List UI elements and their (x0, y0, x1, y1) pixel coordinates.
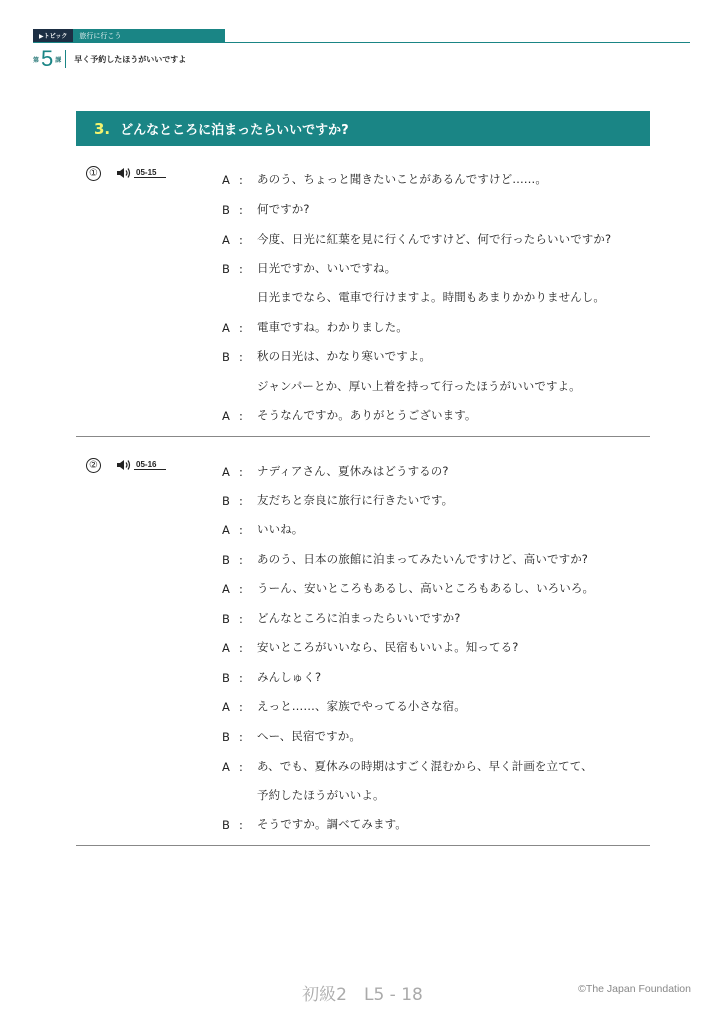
track-code: 05-16 (134, 460, 166, 470)
utterance: 友だちと奈良に旅行に行きたいです。 (257, 493, 454, 507)
section-banner (76, 111, 650, 146)
dialogue-line (222, 188, 310, 217)
speaker-label: A (222, 321, 230, 335)
utterance: 日光までなら、電車で行けますよ。時間もあまりかかりませんし。 (257, 290, 605, 304)
topic-bar (33, 29, 225, 42)
page-number: 初級2 L5 - 18 (302, 985, 423, 1005)
colon: : (239, 173, 243, 187)
utterance: あのう、日本の旅館に泊まってみたいんですけど、高いですか? (257, 552, 589, 566)
utterance: 安いところがいいなら、民宿もいいよ。知ってる? (257, 640, 519, 654)
section-number: 3. (94, 119, 111, 138)
speaker-label: A (222, 700, 230, 714)
speaker-icon (116, 167, 132, 179)
utterance: 予約したほうがいいよ。 (257, 788, 385, 802)
speaker-label: B (222, 494, 230, 508)
audio-button[interactable] (116, 459, 166, 471)
dialogue-line (222, 745, 593, 774)
speaker-label: B (222, 203, 230, 217)
dialogue-line (222, 218, 611, 247)
colon: : (239, 262, 243, 276)
colon: : (239, 465, 243, 479)
utterance: うーん、安いところもあるし、高いところもあるし、いろいろ。 (257, 581, 595, 595)
colon: : (239, 671, 243, 685)
dialogue-line (222, 626, 518, 655)
dialogue-line (222, 306, 408, 335)
dialogue-line (222, 450, 449, 479)
utterance: そうですか。調べてみます。 (257, 817, 407, 831)
colon: : (239, 700, 243, 714)
dialogue-line (222, 335, 431, 364)
utterance: みんしゅく? (257, 670, 322, 684)
colon: : (239, 818, 243, 832)
page-header (33, 29, 690, 89)
speaker-label: A (222, 760, 230, 774)
colon: : (239, 641, 243, 655)
speaker-label: A (222, 409, 230, 423)
colon: : (239, 553, 243, 567)
dialogue-line (222, 774, 385, 803)
utterance: 何ですか? (257, 202, 310, 216)
speaker-label: A (222, 173, 230, 187)
dialogue-line (222, 158, 547, 187)
track-code: 05-15 (134, 168, 166, 178)
lesson-number: 5 (41, 46, 54, 71)
speaker-label: A (222, 523, 230, 537)
speaker-label: B (222, 350, 230, 364)
utterance: どんなところに泊まったらいいですか? (257, 611, 461, 625)
dialogue-line (222, 276, 605, 305)
lesson-title: 早く予約したほうがいいですよ (74, 54, 187, 64)
utterance: 電車ですね。わかりました。 (257, 320, 408, 334)
colon: : (239, 612, 243, 626)
utterance: いいね。 (257, 522, 304, 536)
dialogue-line (222, 597, 460, 626)
speaker-label: B (222, 730, 230, 744)
utterance: あのう、ちょっと聞きたいことがあるんですけど……。 (257, 172, 547, 186)
dialogue-line (222, 656, 321, 685)
lesson-separator (65, 50, 66, 68)
colon: : (239, 350, 243, 364)
header-rule (33, 42, 690, 43)
speaker-label: B (222, 553, 230, 567)
topic-title: 旅行に行こう (73, 29, 225, 42)
utterance: へー、民宿ですか。 (257, 729, 361, 743)
dialogue-line (222, 394, 476, 423)
colon: : (239, 730, 243, 744)
topic-tag: ▶トピック (33, 29, 73, 42)
colon: : (239, 494, 243, 508)
colon: : (239, 409, 243, 423)
dialogue-line (222, 567, 594, 596)
colon: : (239, 760, 243, 774)
audio-button[interactable] (116, 167, 166, 179)
speaker-label: B (222, 262, 230, 276)
dialogue-number: ② (86, 458, 101, 473)
colon: : (239, 321, 243, 335)
utterance: 秋の日光は、かなり寒いですよ。 (257, 349, 431, 363)
utterance: えっと……、家族でやってる小さな宿。 (257, 699, 466, 713)
speaker-label: B (222, 671, 230, 685)
utterance: そうなんですか。ありがとうございます。 (257, 408, 477, 422)
section-divider (76, 845, 650, 846)
utterance: 今度、日光に紅葉を見に行くんですけど、何で行ったらいいですか? (257, 232, 612, 246)
speaker-icon (116, 459, 132, 471)
colon: : (239, 523, 243, 537)
dialogue-line (222, 538, 588, 567)
lesson-prefix: 第 (33, 56, 40, 64)
speaker-label: B (222, 612, 230, 626)
dialogue-line (222, 685, 466, 714)
section-divider (76, 436, 650, 437)
dialogue-line (222, 803, 407, 832)
utterance: ジャンパーとか、厚い上着を持って行ったほうがいいですよ。 (257, 379, 581, 393)
speaker-label: A (222, 233, 230, 247)
dialogue-line (222, 508, 303, 537)
speaker-label: B (222, 818, 230, 832)
speaker-label: A (222, 641, 230, 655)
dialogue-line (222, 365, 581, 394)
dialogue-number: ① (86, 166, 101, 181)
dialogue-line (222, 479, 453, 508)
colon: : (239, 582, 243, 596)
lesson-suffix: 課 (55, 56, 62, 64)
dialogue-line (222, 715, 361, 744)
speaker-label: A (222, 582, 230, 596)
speaker-label: A (222, 465, 230, 479)
section-title: どんなところに泊まったらいいですか? (120, 123, 349, 138)
dialogue-line (222, 247, 396, 276)
copyright: ©The Japan Foundation (578, 983, 691, 995)
utterance: ナディアさん、夏休みはどうするの? (257, 464, 449, 478)
colon: : (239, 233, 243, 247)
lesson-heading (33, 46, 186, 72)
utterance: あ、でも、夏休みの時期はすごく混むから、早く計画を立てて、 (257, 759, 593, 773)
colon: : (239, 203, 243, 217)
utterance: 日光ですか、いいですね。 (257, 261, 397, 275)
